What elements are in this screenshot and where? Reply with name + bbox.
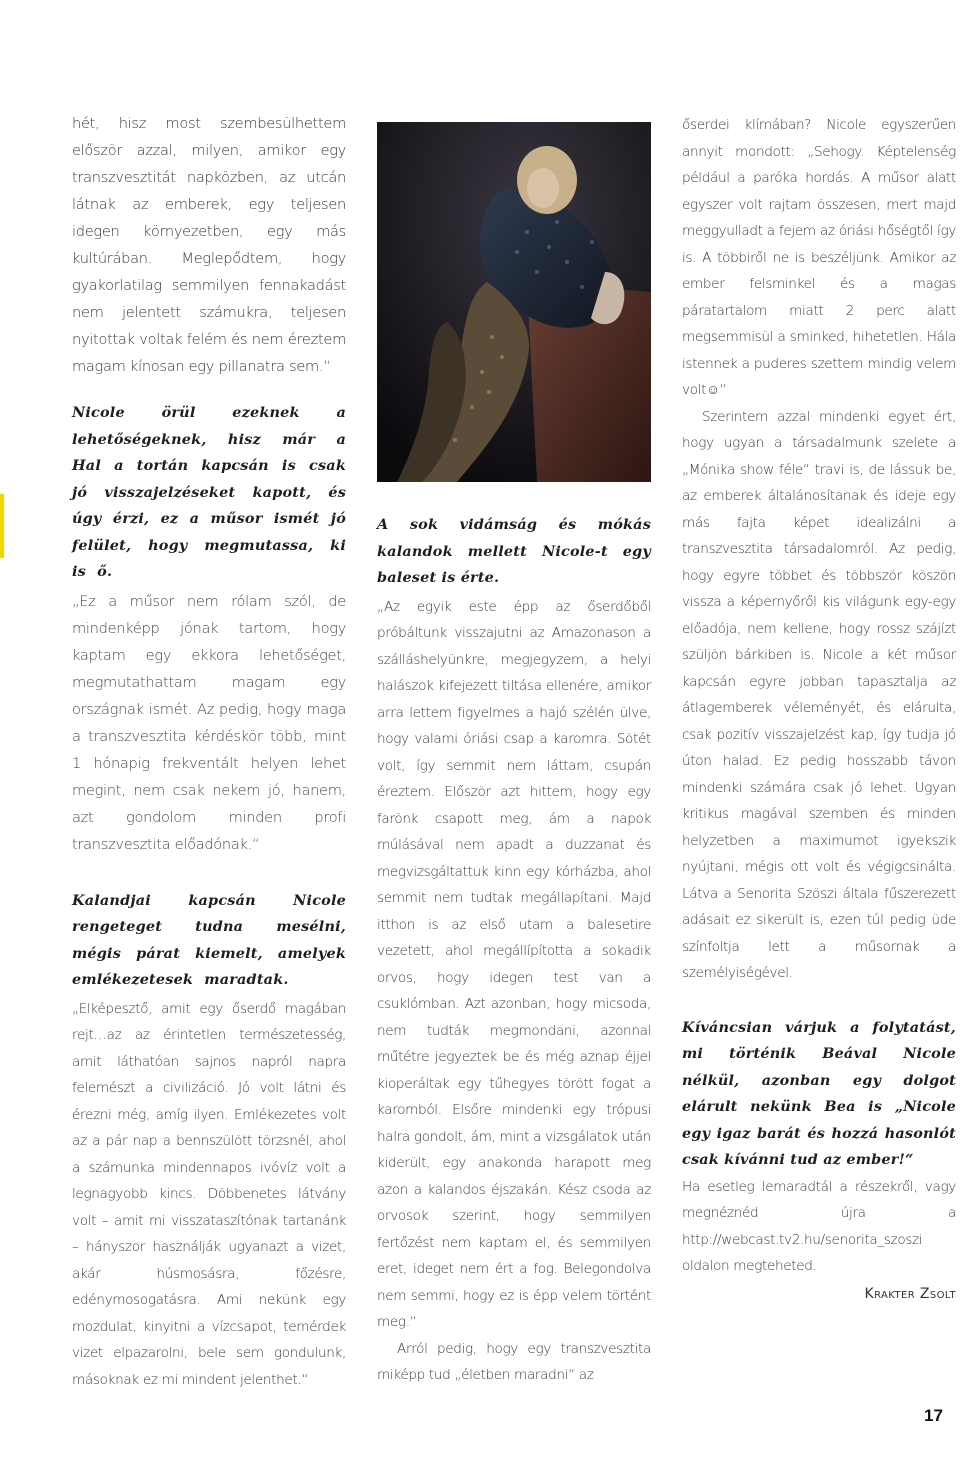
lead-paragraph-closing: Kíváncsian várjuk a folytatást, mi történik Beával Nicole nélkül, azonban egy dolgot elárult nekünk Bea is „Nicole egy igaz barát és hozzá hasonlót csak kívánni tud az ember!“ [682,1018,956,1168]
paragraph-survival-intro: Arról pedig, hogy egy transzvesztita miképp tud „életben maradni“ az [377,1340,651,1383]
paragraph-jungle-climate: őserdei klímában? Nicole egyszerűen annyit mondott: „Sehogy. Képtelenség például a paróka hordás. A műsor alatt egyszer volt rajtam összesen, mert majd meggyulladt a fejem az óriási hőségtől így is. A többiről ne is beszéljünk. Amikor az ember felsminkel és a magas páratartalom miatt 2 perc alatt megsemmisül a sminked, hihetetlen. Hála istennek a puderes szettem mindig velem volt☺“ [682,117,956,398]
paragraph-intro: hét, hisz most szembesülhettem először azzal, milyen, amikor egy transzvesztitát napközben, az utcán látnak az emberek, egy teljesen idegen környezetben, egy más kultúrában. Meglepődtem, hogy gyakorlatilag semmilyen fennakadást nem jelentett számukra, teljesen nyitottak voltak felém és nem éreztem magam kínosan egy pillanatra sem.“ [72,115,346,375]
lead-paragraph-adventures: Kalandjai kapcsán Nicole rengeteget tudna mesélni, mégis párat kiemelt, amelyek emlékezetesek maradtak. [72,891,346,988]
nicole-photo [377,122,651,482]
paragraph-quote-show: „Ez a műsor nem rólam szól, de mindenképp jónak tartom, hogy kaptam egy ekkora lehetőséget, megmutathattam magam egy országnak ismét. Az pedig, hogy maga a transzvesztita kérdéskör több, mint 1 hónapig frekventált helyen lehet megint, nem csak nekem jó, hanem, azt gondolom minden profi transzvesztita előadónak.“ [72,592,346,853]
paragraph-quote-jungle: „Elképesztő, amit egy őserdő magában rejt…az az érintetlen természetesség, amit láthatóan sajnos napról napra felemészt a civilizáció. Jó volt látni és érezni még, amíg ilyen. Emlékezetes volt az a pár nap a bennszülött törzsnél, ahol a számunka mindennapos ivóvíz volt a legnagyobb kincs. Döbbenetes látvány volt – amit mi visszataszítónak tartanánk – hányszor használják ugyanazt a vizet, akár húsmosásra, főzésre, edénymosogatásra. Ami nekünk egy mozdulat, kinyitni a vízcsapot, temérdek vizet elpazarolni, bele sem gondulunk, másoknak ez mi mindent jelenthet.“ [72,1000,346,1388]
article-column-3 [682,112,956,1302]
article-column-2 [377,110,651,1389]
page-number: 17 [924,1406,943,1425]
paragraph-webcast-link: Ha esetleg lemaradtál a részekről, vagy megnéznéd újra a http://webcast.tv2.hu/senorita_szoszi oldalon megteheted. [682,1178,956,1274]
photo-caption: A sok vidámság és mókás kalandok mellett Nicole-t egy baleset is érte. [377,516,651,586]
yellow-edge-marker [0,494,4,558]
paragraph-accident-story: „Az egyik este épp az őserdőből próbáltunk visszajutni az Amazonason a szálláshelyünkre, megjegyzem, a helyi halászok kifejezett tiltása ellenére, amikor arra lettem figyelmes a hajó szélén ülve, hogy valami óriási csap a karomra. Sötét volt, így semmit nem láttam, csupán éreztem. Először azt hittem, hogy egy farönk csapott meg, ám a napok múlásával nem apadt a duzzanat és megvizsgáltattuk kinn egy kórházba, ahol semmit nem tudtak megállapítani. Majd itthon is az első utam a balesetire vezetett, ahol megállípította a sokadik orvos, hogy idegen test van a csuklómban. Azt azonban, hogy micsoda, nem tudták megmondani, azonnal műtétre jegyeztek be és még aznap éjjel kioperáltak egy tűhegyes törött fogat a karomból. Elsőre mindenki egy trópusi halra gondolt, ám, mint a vizsgálatok után kiderült, egy anakonda harapott meg azon a kalandos éjszakán. Kész csoda az orvosok szerint, hogy semmilyen fertőzést nem kaptam el, és semmilyen eret, ideget nem ért a fog. Belegondolva nem semmi, hogy ez is épp velem történt meg.“ [377,598,651,1330]
nicole-photo-illustration [377,122,651,482]
article-column-1 [72,110,346,1393]
paragraph-opinion: Szerintem azzal mindenki egyet ért, hogy ugyan a társadalmunk szelete a „Mónika show féle“ travi is, de lássuk be, az emberek általánosítanak és ideje egy más fajta képet idealizálni a transzvesztita társadalomról. Az pedig, hogy egyre többet és többször köszön vissza a képernyőről kis világunk egy-egy előadója, nem kellene, hogy rossz szájízt szüljön bárkiben is. Nicole a két műsor kapcsán egyre jobban tapasztalja az átlagemberek véleményét, és elárulta, csak pozitív visszajelzést kap, így tudja jó úton halad. Ez pedig hosszabb távon mindenki számára csak jó lehet. Ugyan kritikus magával szemben és minden helyzetben a maximumot igyekszik nyújtani, mégis ott volt és végigcsinálta. Látva a Senorita Szöszi általa fűszerezett adásait ez sikerült is, ezen túl pedig üde színfoltja lett a műsornak a személyiségével. [682,408,956,981]
author-signature: Krakter Zsolt [864,1285,956,1302]
lead-paragraph-opportunities: Nicole örül ezeknek a lehetőségeknek, hisz már a Hal a tortán kapcsán is csak jó visszajelzéseket kapott, és úgy érzi, ez a műsor ismét jó felület, hogy megmutassa, ki is ő. [72,404,346,580]
